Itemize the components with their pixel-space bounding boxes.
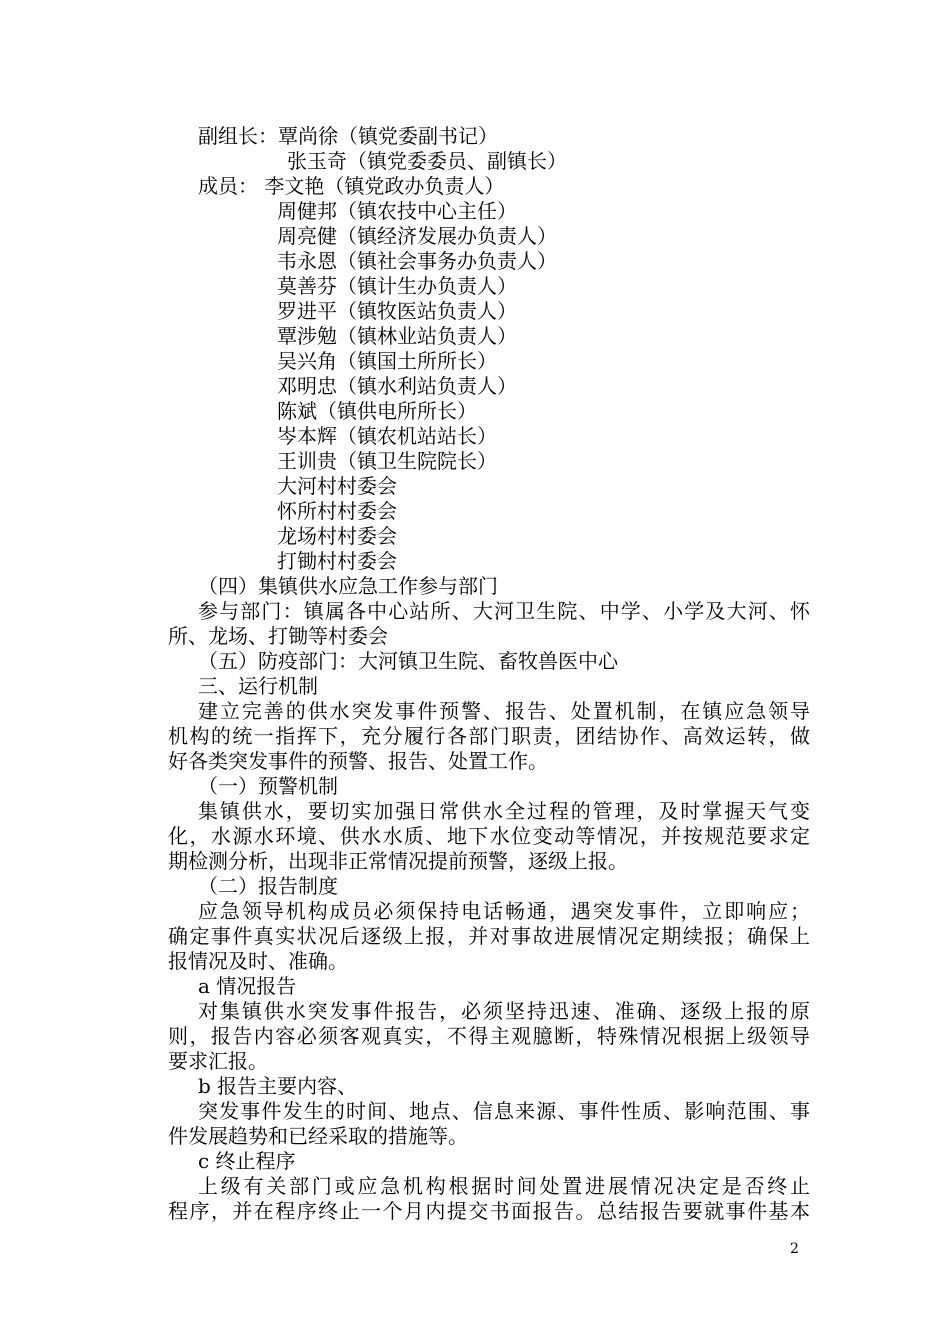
page-number: 2 — [790, 1241, 799, 1257]
text-line: b 报告主要内容、 — [198, 1074, 358, 1098]
text-line: 吴兴角（镇国土所所长） — [277, 349, 497, 373]
text-line: 参与部门：镇属各中心站所、大河卫生院、中学、小学及大河、怀 — [198, 599, 810, 623]
text-line: 韦永恩（镇社会事务办负责人） — [277, 249, 557, 273]
text-line: 邓明忠（镇水利站负责人） — [277, 374, 517, 398]
text-line: c 终止程序 — [198, 1149, 296, 1173]
text-line: 集镇供水，要切实加强日常供水全过程的管理，及时掌握天气变 — [198, 799, 810, 823]
text-line: 建立完善的供水突发事件预警、报告、处置机制，在镇应急领导 — [198, 699, 810, 723]
text-line: 所、龙场、打锄等村委会 — [168, 624, 388, 648]
text-line: 机构的统一指挥下，充分履行各部门职责，团结协作、高效运转，做 — [168, 724, 810, 748]
text-line: 陈斌（镇供电所所长） — [277, 399, 477, 423]
text-line: 好各类突发事件的预警、报告、处置工作。 — [168, 749, 548, 773]
text-line: 莫善芬（镇计生办负责人） — [277, 274, 517, 298]
text-line: 打锄村村委会 — [277, 549, 397, 573]
text-line: 三、运行机制 — [198, 674, 318, 698]
text-line: 怀所村村委会 — [277, 499, 397, 523]
text-line: 大河村村委会 — [277, 474, 397, 498]
text-line: （二）报告制度 — [198, 874, 338, 898]
text-line: 龙场村村委会 — [277, 524, 397, 548]
text-line: 岑本辉（镇农机站站长） — [277, 424, 497, 448]
text-line: 周健邦（镇农技中心主任） — [277, 199, 517, 223]
text-line: 突发事件发生的时间、地点、信息来源、事件性质、影响范围、事 — [198, 1099, 810, 1123]
text-line: 程序，并在程序终止一个月内提交书面报告。总结报告要就事件基本 — [168, 1199, 810, 1223]
text-line: 副组长：覃尚徐（镇党委副书记） — [198, 124, 498, 148]
text-line: 报情况及时、准确。 — [168, 949, 348, 973]
text-line: （四）集镇供水应急工作参与部门 — [198, 574, 498, 598]
text-line: 覃涉勉（镇林业站负责人） — [277, 324, 517, 348]
text-line: 件发展趋势和已经采取的措施等。 — [168, 1124, 468, 1148]
text-line: 确定事件真实状况后逐级上报，并对事故进展情况定期续报；确保上 — [168, 924, 810, 948]
text-line: （一）预警机制 — [198, 774, 338, 798]
text-line: 应急领导机构成员必须保持电话畅通，遇突发事件，立即响应； — [198, 899, 810, 923]
text-line: 期检测分析，出现非正常情况提前预警，逐级上报。 — [168, 849, 628, 873]
text-line: （五）防疫部门：大河镇卫生院、畜牧兽医中心 — [198, 649, 618, 673]
text-line: 成员： 李文艳（镇党政办负责人） — [198, 174, 505, 198]
text-line: a 情况报告 — [198, 974, 297, 998]
text-line: 王训贵（镇卫生院院长） — [277, 449, 497, 473]
text-line: 化，水源水环境、供水水质、地下水位变动等情况，并按规范要求定 — [168, 824, 810, 848]
text-line: 上级有关部门或应急机构根据时间处置进展情况决定是否终止 — [198, 1174, 810, 1198]
text-line: 要求汇报。 — [168, 1049, 268, 1073]
text-line: 对集镇供水突发事件报告，必须坚持迅速、准确、逐级上报的原 — [198, 999, 810, 1023]
text-line: 周亮健（镇经济发展办负责人） — [277, 224, 557, 248]
text-line: 张玉奇（镇党委委员、副镇长） — [287, 149, 567, 173]
text-line: 则，报告内容必须客观真实，不得主观臆断，特殊情况根据上级领导 — [168, 1024, 810, 1048]
text-line: 罗进平（镇牧医站负责人） — [277, 299, 517, 323]
